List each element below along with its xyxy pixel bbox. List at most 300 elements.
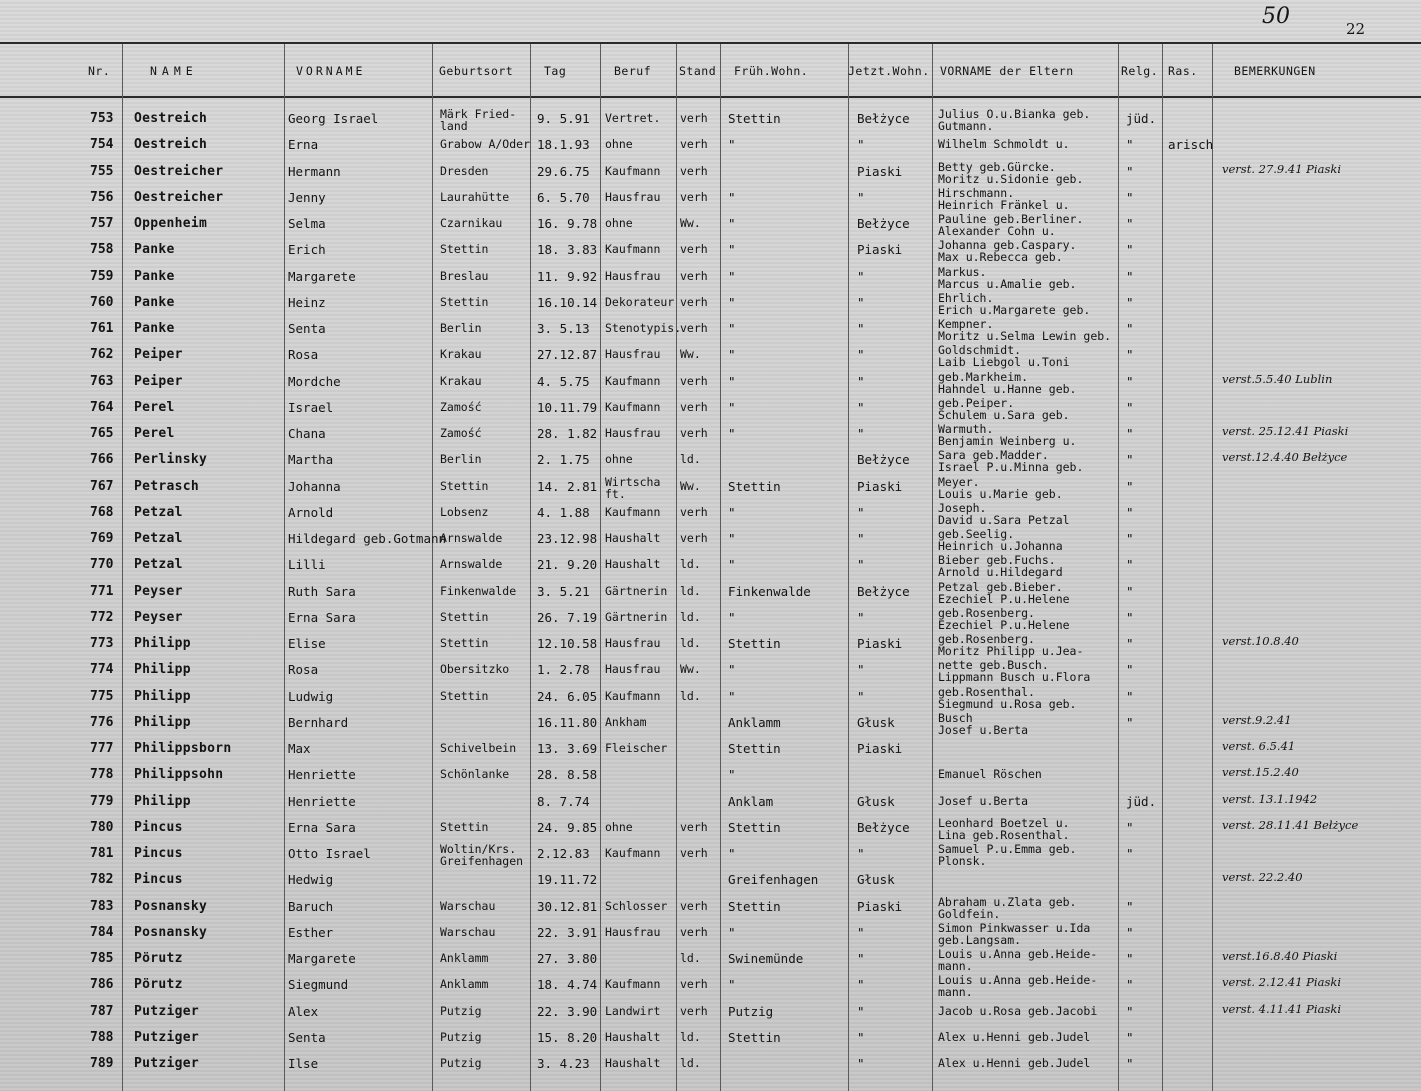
row-tag: 8. 7.74: [537, 793, 590, 809]
page-number: 22: [1346, 20, 1366, 38]
row-stand: verh: [680, 531, 708, 545]
row-bemerkung: verst. 6.5.41: [1222, 739, 1296, 753]
row-jetzt-wohn: ": [857, 399, 865, 415]
row-vorname: Margarete: [288, 951, 356, 966]
row-bemerkung: verst. 25.12.41 Piaski: [1222, 424, 1349, 438]
row-vorname: Heinz: [288, 294, 326, 310]
row-stand: verh: [680, 137, 708, 152]
row-stand: verh: [680, 426, 708, 440]
row-nr: 787: [90, 1003, 114, 1019]
row-geburtsort: Märk Fried- land: [440, 107, 517, 133]
row-stand: verh: [680, 846, 708, 860]
row-geburtsort: Laurahütte: [440, 189, 510, 204]
row-frueh-wohn: Stettin: [728, 898, 781, 914]
row-tag: 18. 3.83: [537, 242, 598, 258]
row-geburtsort: Arnswalde: [440, 531, 503, 545]
row-relg: ": [1126, 478, 1134, 494]
row-eltern: Josef u.Berta: [938, 793, 1029, 808]
row-tag: 1. 2.78: [537, 662, 590, 678]
row-name: Petzal: [134, 557, 183, 573]
row-nr: 778: [90, 767, 114, 783]
row-eltern: Alex u.Henni geb.Judel: [938, 1056, 1091, 1070]
row-relg: ": [1126, 557, 1134, 573]
row-vorname: Elise: [288, 636, 326, 651]
row-stand: verh: [680, 504, 708, 519]
row-jetzt-wohn: Bełżyce: [857, 111, 910, 126]
row-nr: 776: [90, 714, 114, 730]
row-tag: 24. 9.85: [537, 819, 598, 835]
row-nr: 768: [90, 504, 114, 520]
row-nr: 759: [90, 268, 114, 284]
row-frueh-wohn: Stettin: [728, 741, 781, 756]
row-frueh-wohn: ": [728, 557, 736, 573]
row-vorname: Israel: [288, 399, 334, 415]
row-nr: 782: [90, 872, 114, 888]
row-beruf: Vertret.: [605, 111, 661, 125]
row-name: Peyser: [134, 583, 183, 599]
row-stand: ld.: [680, 452, 701, 467]
row-frueh-wohn: ": [728, 688, 736, 704]
row-geburtsort: Warschau: [440, 924, 496, 939]
row-eltern: Julius O.u.Bianka geb. Gutmann.: [938, 107, 1091, 133]
row-tag: 16.11.80: [537, 714, 598, 730]
row-bemerkung: verst. 4.11.41 Piaski: [1222, 1001, 1342, 1016]
column-divider: [720, 44, 721, 1091]
row-tag: 13. 3.69: [537, 741, 598, 756]
row-beruf: Gärtnerin: [605, 583, 668, 598]
row-nr: 774: [90, 662, 114, 678]
row-name: Petrasch: [134, 478, 200, 494]
row-beruf: Hausfrau: [605, 347, 661, 362]
row-frueh-wohn: ": [728, 137, 736, 153]
row-beruf: Hausfrau: [605, 268, 661, 283]
row-name: Oestreich: [134, 137, 208, 153]
row-name: Peiper: [134, 347, 183, 363]
row-nr: 765: [90, 426, 114, 441]
row-eltern: Joseph. David u.Sara Petzal: [938, 500, 1070, 527]
row-relg: ": [1126, 1003, 1134, 1019]
row-jetzt-wohn: Piaski: [857, 898, 903, 914]
row-jetzt-wohn: Głusk: [857, 714, 895, 730]
row-name: Pincus: [134, 872, 183, 888]
row-jetzt-wohn: ": [857, 977, 865, 993]
row-eltern: geb.Rosenberg. Moritz Philipp u.Jea-: [938, 632, 1084, 658]
row-relg: ": [1126, 373, 1134, 389]
row-jetzt-wohn: Piaski: [857, 242, 903, 258]
row-jetzt-wohn: ": [857, 924, 865, 940]
row-geburtsort: Stettin: [440, 688, 489, 703]
row-stand: ld.: [680, 557, 701, 572]
row-tag: 26. 7.19: [537, 609, 598, 625]
row-jetzt-wohn: ": [857, 1003, 865, 1019]
row-name: Philipp: [134, 662, 191, 678]
row-jetzt-wohn: ": [857, 504, 865, 520]
row-geburtsort: Berlin: [440, 321, 482, 335]
row-jetzt-wohn: Piaski: [857, 478, 903, 494]
row-relg: ": [1126, 163, 1134, 179]
row-beruf: Kaufmann: [605, 846, 661, 860]
row-vorname: Rosa: [288, 662, 319, 678]
row-frueh-wohn: ": [728, 399, 736, 415]
row-relg: jüd.: [1126, 793, 1157, 809]
column-divider: [1162, 44, 1163, 1091]
row-jetzt-wohn: Głusk: [857, 872, 895, 888]
row-beruf: Haushalt: [605, 1029, 661, 1044]
row-relg: ": [1126, 846, 1134, 861]
row-beruf: Kaufmann: [605, 399, 661, 414]
row-stand: verh: [680, 898, 708, 913]
row-eltern: Betty geb.Gürcke. Moritz u.Sidonie geb.: [938, 159, 1084, 186]
row-eltern: Simon Pinkwasser u.Ida geb.Langsam.: [938, 920, 1091, 947]
row-frueh-wohn: Anklam: [728, 793, 774, 809]
row-geburtsort: Anklamm: [440, 951, 489, 965]
row-beruf: Kaufmann: [605, 242, 661, 257]
row-frueh-wohn: ": [728, 216, 736, 231]
row-relg: ": [1126, 189, 1134, 205]
row-relg: ": [1126, 609, 1134, 625]
row-frueh-wohn: Stettin: [728, 1029, 781, 1045]
row-tag: 10.11.79: [537, 399, 598, 415]
row-jetzt-wohn: Bełżyce: [857, 216, 910, 231]
row-eltern: Alex u.Henni geb.Judel: [938, 1029, 1091, 1044]
row-geburtsort: Berlin: [440, 452, 482, 467]
row-jetzt-wohn: ": [857, 321, 865, 336]
row-stand: verh: [680, 242, 708, 257]
row-eltern: Markus. Marcus u.Amalie geb.: [938, 264, 1077, 291]
row-jetzt-wohn: ": [857, 662, 865, 678]
row-tag: 4. 1.88: [537, 504, 590, 520]
row-vorname: Otto Israel: [288, 846, 371, 861]
row-jetzt-wohn: Piaski: [857, 636, 903, 651]
row-geburtsort: Anklamm: [440, 977, 489, 992]
row-geburtsort: Zamość: [440, 426, 482, 440]
row-frueh-wohn: ": [728, 504, 736, 520]
row-relg: ": [1126, 294, 1134, 310]
row-frueh-wohn: ": [728, 924, 736, 940]
row-jetzt-wohn: Piaski: [857, 163, 903, 179]
row-eltern: Hirschmann. Heinrich Fränkel u.: [938, 185, 1070, 212]
row-tag: 28. 8.58: [537, 767, 598, 783]
row-name: Panke: [134, 242, 175, 258]
column-divider: [932, 44, 933, 1091]
row-geburtsort: Putzig: [440, 1029, 482, 1044]
row-relg: ": [1126, 268, 1134, 284]
row-stand: ld.: [680, 583, 701, 598]
row-tag: 24. 6.05: [537, 688, 598, 704]
row-bemerkung: verst. 27.9.41 Piaski: [1222, 161, 1342, 176]
row-stand: verh: [680, 819, 708, 834]
row-name: Philipp: [134, 714, 191, 730]
row-frueh-wohn: ": [728, 846, 736, 861]
row-geburtsort: Woltin/Krs. Greifenhagen: [440, 842, 524, 868]
row-nr: 779: [90, 793, 114, 809]
row-nr: 773: [90, 636, 114, 651]
row-tag: 21. 9.20: [537, 557, 598, 573]
row-nr: 764: [90, 399, 114, 415]
row-nr: 753: [90, 111, 114, 126]
row-relg: ": [1126, 347, 1134, 363]
row-frueh-wohn: Finkenwalde: [728, 583, 811, 599]
row-relg: ": [1126, 688, 1134, 704]
row-stand: ld.: [680, 688, 701, 703]
row-eltern: Sara geb.Madder. Israel P.u.Minna geb.: [938, 448, 1084, 475]
row-eltern: Louis u.Anna geb.Heide- mann.: [938, 947, 1098, 973]
row-tag: 2.12.83: [537, 846, 590, 861]
row-frueh-wohn: ": [728, 767, 736, 783]
row-tag: 4. 5.75: [537, 373, 590, 389]
row-geburtsort: Breslau: [440, 268, 489, 283]
row-relg: ": [1126, 531, 1134, 546]
row-frueh-wohn: ": [728, 373, 736, 389]
row-stand: verh: [680, 321, 708, 335]
row-relg: ": [1126, 898, 1134, 914]
row-name: Oestreicher: [134, 189, 224, 205]
row-stand: verh: [680, 977, 708, 992]
row-vorname: Henriette: [288, 767, 356, 783]
row-relg: ": [1126, 924, 1134, 940]
row-vorname: Henriette: [288, 793, 356, 809]
row-eltern: Meyer. Louis u.Marie geb.: [938, 474, 1063, 501]
row-geburtsort: Finkenwalde: [440, 583, 517, 598]
row-stand: verh: [680, 268, 708, 283]
row-tag: 14. 2.81: [537, 478, 598, 494]
row-vorname: Lilli: [288, 557, 326, 573]
row-nr: 775: [90, 688, 114, 704]
row-frueh-wohn: ": [728, 242, 736, 258]
row-eltern: Louis u.Anna geb.Heide- mann.: [938, 973, 1098, 1000]
row-frueh-wohn: ": [728, 321, 736, 336]
row-tag: 22. 3.91: [537, 924, 598, 940]
row-beruf: Hausfrau: [605, 636, 661, 650]
row-stand: verh: [680, 163, 708, 178]
row-name: Pincus: [134, 819, 183, 835]
row-beruf: Kaufmann: [605, 504, 661, 519]
row-beruf: Kaufmann: [605, 977, 661, 992]
row-geburtsort: Warschau: [440, 898, 496, 913]
row-eltern: geb.Markheim. Hahndel u.Hanne geb.: [938, 369, 1077, 396]
row-vorname: Baruch: [288, 898, 334, 914]
row-vorname: Siegmund: [288, 977, 349, 993]
row-eltern: geb.Rosenberg. Ezechiel P.u.Helene: [938, 605, 1070, 632]
row-nr: 758: [90, 242, 114, 258]
row-relg: ": [1126, 426, 1134, 441]
row-geburtsort: Stettin: [440, 242, 489, 257]
row-relg: ": [1126, 1056, 1134, 1071]
row-jetzt-wohn: ": [857, 531, 865, 546]
header-rule: [0, 96, 1421, 98]
row-tag: 12.10.58: [537, 636, 598, 651]
row-nr: 766: [90, 452, 114, 468]
row-jetzt-wohn: Bełżyce: [857, 452, 910, 468]
row-name: Perel: [134, 399, 175, 415]
row-nr: 767: [90, 478, 114, 494]
row-eltern: Abraham u.Zlata geb. Goldfein.: [938, 894, 1077, 921]
row-nr: 772: [90, 609, 114, 625]
row-beruf: ohne: [605, 452, 633, 467]
header-stand: Stand: [679, 64, 717, 78]
row-jetzt-wohn: ": [857, 1029, 865, 1045]
row-beruf: Haushalt: [605, 557, 661, 572]
row-vorname: Johanna: [288, 478, 341, 494]
row-bemerkung: verst.10.8.40: [1222, 634, 1299, 648]
row-name: Panke: [134, 268, 175, 284]
row-geburtsort: Krakau: [440, 347, 482, 362]
row-nr: 760: [90, 294, 114, 310]
row-stand: verh: [680, 189, 708, 204]
row-jetzt-wohn: ": [857, 137, 865, 153]
row-frueh-wohn: Stettin: [728, 111, 781, 126]
row-beruf: Dekorateur: [605, 294, 675, 309]
row-relg: ": [1126, 977, 1134, 993]
header-vorname: VORNAME: [296, 64, 366, 78]
row-vorname: Erna Sara: [288, 609, 356, 625]
row-beruf: Landwirt: [605, 1003, 661, 1018]
row-frueh-wohn: ": [728, 977, 736, 993]
row-name: Philippsborn: [134, 741, 232, 756]
row-vorname: Bernhard: [288, 714, 349, 730]
row-jetzt-wohn: ": [857, 1056, 865, 1071]
row-eltern: Samuel P.u.Emma geb. Plonsk.: [938, 842, 1077, 868]
row-stand: Ww.: [680, 662, 701, 677]
row-jetzt-wohn: ": [857, 609, 865, 625]
row-geburtsort: Putzig: [440, 1056, 482, 1070]
row-geburtsort: Stettin: [440, 636, 489, 650]
row-eltern: Petzal geb.Bieber. Ezechiel P.u.Helene: [938, 579, 1070, 606]
row-vorname: Chana: [288, 426, 326, 441]
row-frueh-wohn: Putzig: [728, 1003, 774, 1019]
row-name: Oestreich: [134, 111, 208, 126]
row-frueh-wohn: ": [728, 662, 736, 678]
header-beruf: Beruf: [614, 64, 652, 78]
row-name: Peyser: [134, 609, 183, 625]
row-beruf: Gärtnerin: [605, 609, 668, 624]
row-name: Putziger: [134, 1003, 200, 1019]
row-name: Petzal: [134, 504, 183, 520]
row-geburtsort: Schönlanke: [440, 767, 510, 782]
row-bemerkung: verst. 13.1.1942: [1222, 791, 1318, 806]
header-ras: Ras.: [1168, 64, 1198, 78]
row-name: Posnansky: [134, 898, 208, 914]
row-beruf: Schlosser: [605, 898, 668, 913]
row-eltern: Jacob u.Rosa geb.Jacobi: [938, 1003, 1098, 1018]
row-jetzt-wohn: ": [857, 688, 865, 704]
row-eltern: Wilhelm Schmoldt u.: [938, 137, 1070, 152]
row-vorname: Hedwig: [288, 872, 334, 888]
row-name: Pörutz: [134, 951, 183, 966]
row-relg: ": [1126, 714, 1134, 730]
row-geburtsort: Stettin: [440, 294, 489, 309]
row-relg: ": [1126, 636, 1134, 651]
row-tag: 28. 1.82: [537, 426, 598, 441]
row-geburtsort: Czarnikau: [440, 216, 503, 230]
row-ras: arisch: [1168, 137, 1214, 153]
row-tag: 3. 4.23: [537, 1056, 590, 1071]
row-bemerkung: verst. 22.2.40: [1222, 870, 1303, 885]
row-vorname: Rosa: [288, 347, 319, 363]
row-frueh-wohn: ": [728, 609, 736, 625]
row-beruf: Hausfrau: [605, 662, 661, 677]
header-geburtsort: Geburtsort: [439, 64, 514, 78]
column-divider: [1118, 44, 1119, 1091]
row-tag: 27.12.87: [537, 347, 598, 363]
row-vorname: Mordche: [288, 373, 341, 389]
row-name: Peiper: [134, 373, 183, 389]
row-name: Oestreicher: [134, 163, 224, 179]
row-vorname: Hildegard geb.Gotmann: [288, 531, 447, 546]
row-geburtsort: Lobsenz: [440, 504, 489, 519]
header-frueh-wohn: Früh.Wohn.: [734, 64, 809, 78]
row-jetzt-wohn: Głusk: [857, 793, 895, 809]
row-frueh-wohn: Swinemünde: [728, 951, 804, 966]
column-divider: [848, 44, 849, 1091]
row-bemerkung: verst.9.2.41: [1222, 712, 1292, 727]
row-vorname: Erna: [288, 137, 319, 153]
row-tag: 29.6.75: [537, 163, 590, 179]
row-bemerkung: verst.15.2.40: [1222, 765, 1299, 780]
row-vorname: Erna Sara: [288, 819, 356, 835]
row-eltern: Johanna geb.Caspary. Max u.Rebecca geb.: [938, 238, 1077, 265]
row-vorname: Erich: [288, 242, 326, 258]
row-name: Philippsohn: [134, 767, 224, 783]
row-tag: 9. 5.91: [537, 111, 590, 126]
row-stand: ld.: [680, 1056, 701, 1070]
row-beruf: Hausfrau: [605, 426, 661, 440]
row-stand: verh: [680, 111, 708, 125]
row-jetzt-wohn: ": [857, 557, 865, 573]
row-vorname: Margarete: [288, 268, 356, 284]
row-frueh-wohn: ": [728, 268, 736, 284]
row-vorname: Jenny: [288, 189, 326, 205]
row-nr: 777: [90, 741, 114, 756]
row-beruf: ohne: [605, 819, 633, 834]
row-jetzt-wohn: ": [857, 268, 865, 284]
row-nr: 785: [90, 951, 114, 966]
row-beruf: ohne: [605, 216, 633, 230]
row-beruf: Stenotypis.: [605, 321, 682, 335]
row-frueh-wohn: ": [728, 189, 736, 205]
header-relg: Relg.: [1121, 64, 1159, 78]
row-tag: 18.1.93: [537, 137, 590, 153]
header-nr: Nr.: [88, 64, 111, 78]
row-nr: 784: [90, 924, 114, 940]
row-geburtsort: Obersitzko: [440, 662, 510, 677]
row-jetzt-wohn: ": [857, 347, 865, 363]
row-tag: 23.12.98: [537, 531, 598, 546]
row-nr: 755: [90, 163, 114, 179]
row-nr: 761: [90, 321, 114, 336]
row-stand: Ww.: [680, 216, 701, 230]
row-frueh-wohn: ": [728, 347, 736, 363]
column-divider: [122, 44, 123, 1091]
row-stand: ld.: [680, 951, 701, 965]
row-nr: 789: [90, 1056, 114, 1071]
column-divider: [284, 44, 285, 1091]
row-tag: 30.12.81: [537, 898, 598, 914]
row-geburtsort: Stettin: [440, 609, 489, 624]
row-relg: ": [1126, 216, 1134, 231]
row-tag: 15. 8.20: [537, 1029, 598, 1045]
row-eltern: geb.Peiper. Schulem u.Sara geb.: [938, 395, 1070, 422]
row-relg: ": [1126, 583, 1134, 599]
row-eltern: nette geb.Busch. Lippmann Busch u.Flora: [938, 658, 1091, 685]
row-relg: ": [1126, 951, 1134, 966]
row-relg: ": [1126, 1029, 1134, 1045]
row-geburtsort: Dresden: [440, 163, 489, 178]
row-nr: 780: [90, 819, 114, 835]
row-stand: verh: [680, 294, 708, 309]
header-tag: Tag: [544, 64, 567, 78]
row-relg: ": [1126, 452, 1134, 468]
